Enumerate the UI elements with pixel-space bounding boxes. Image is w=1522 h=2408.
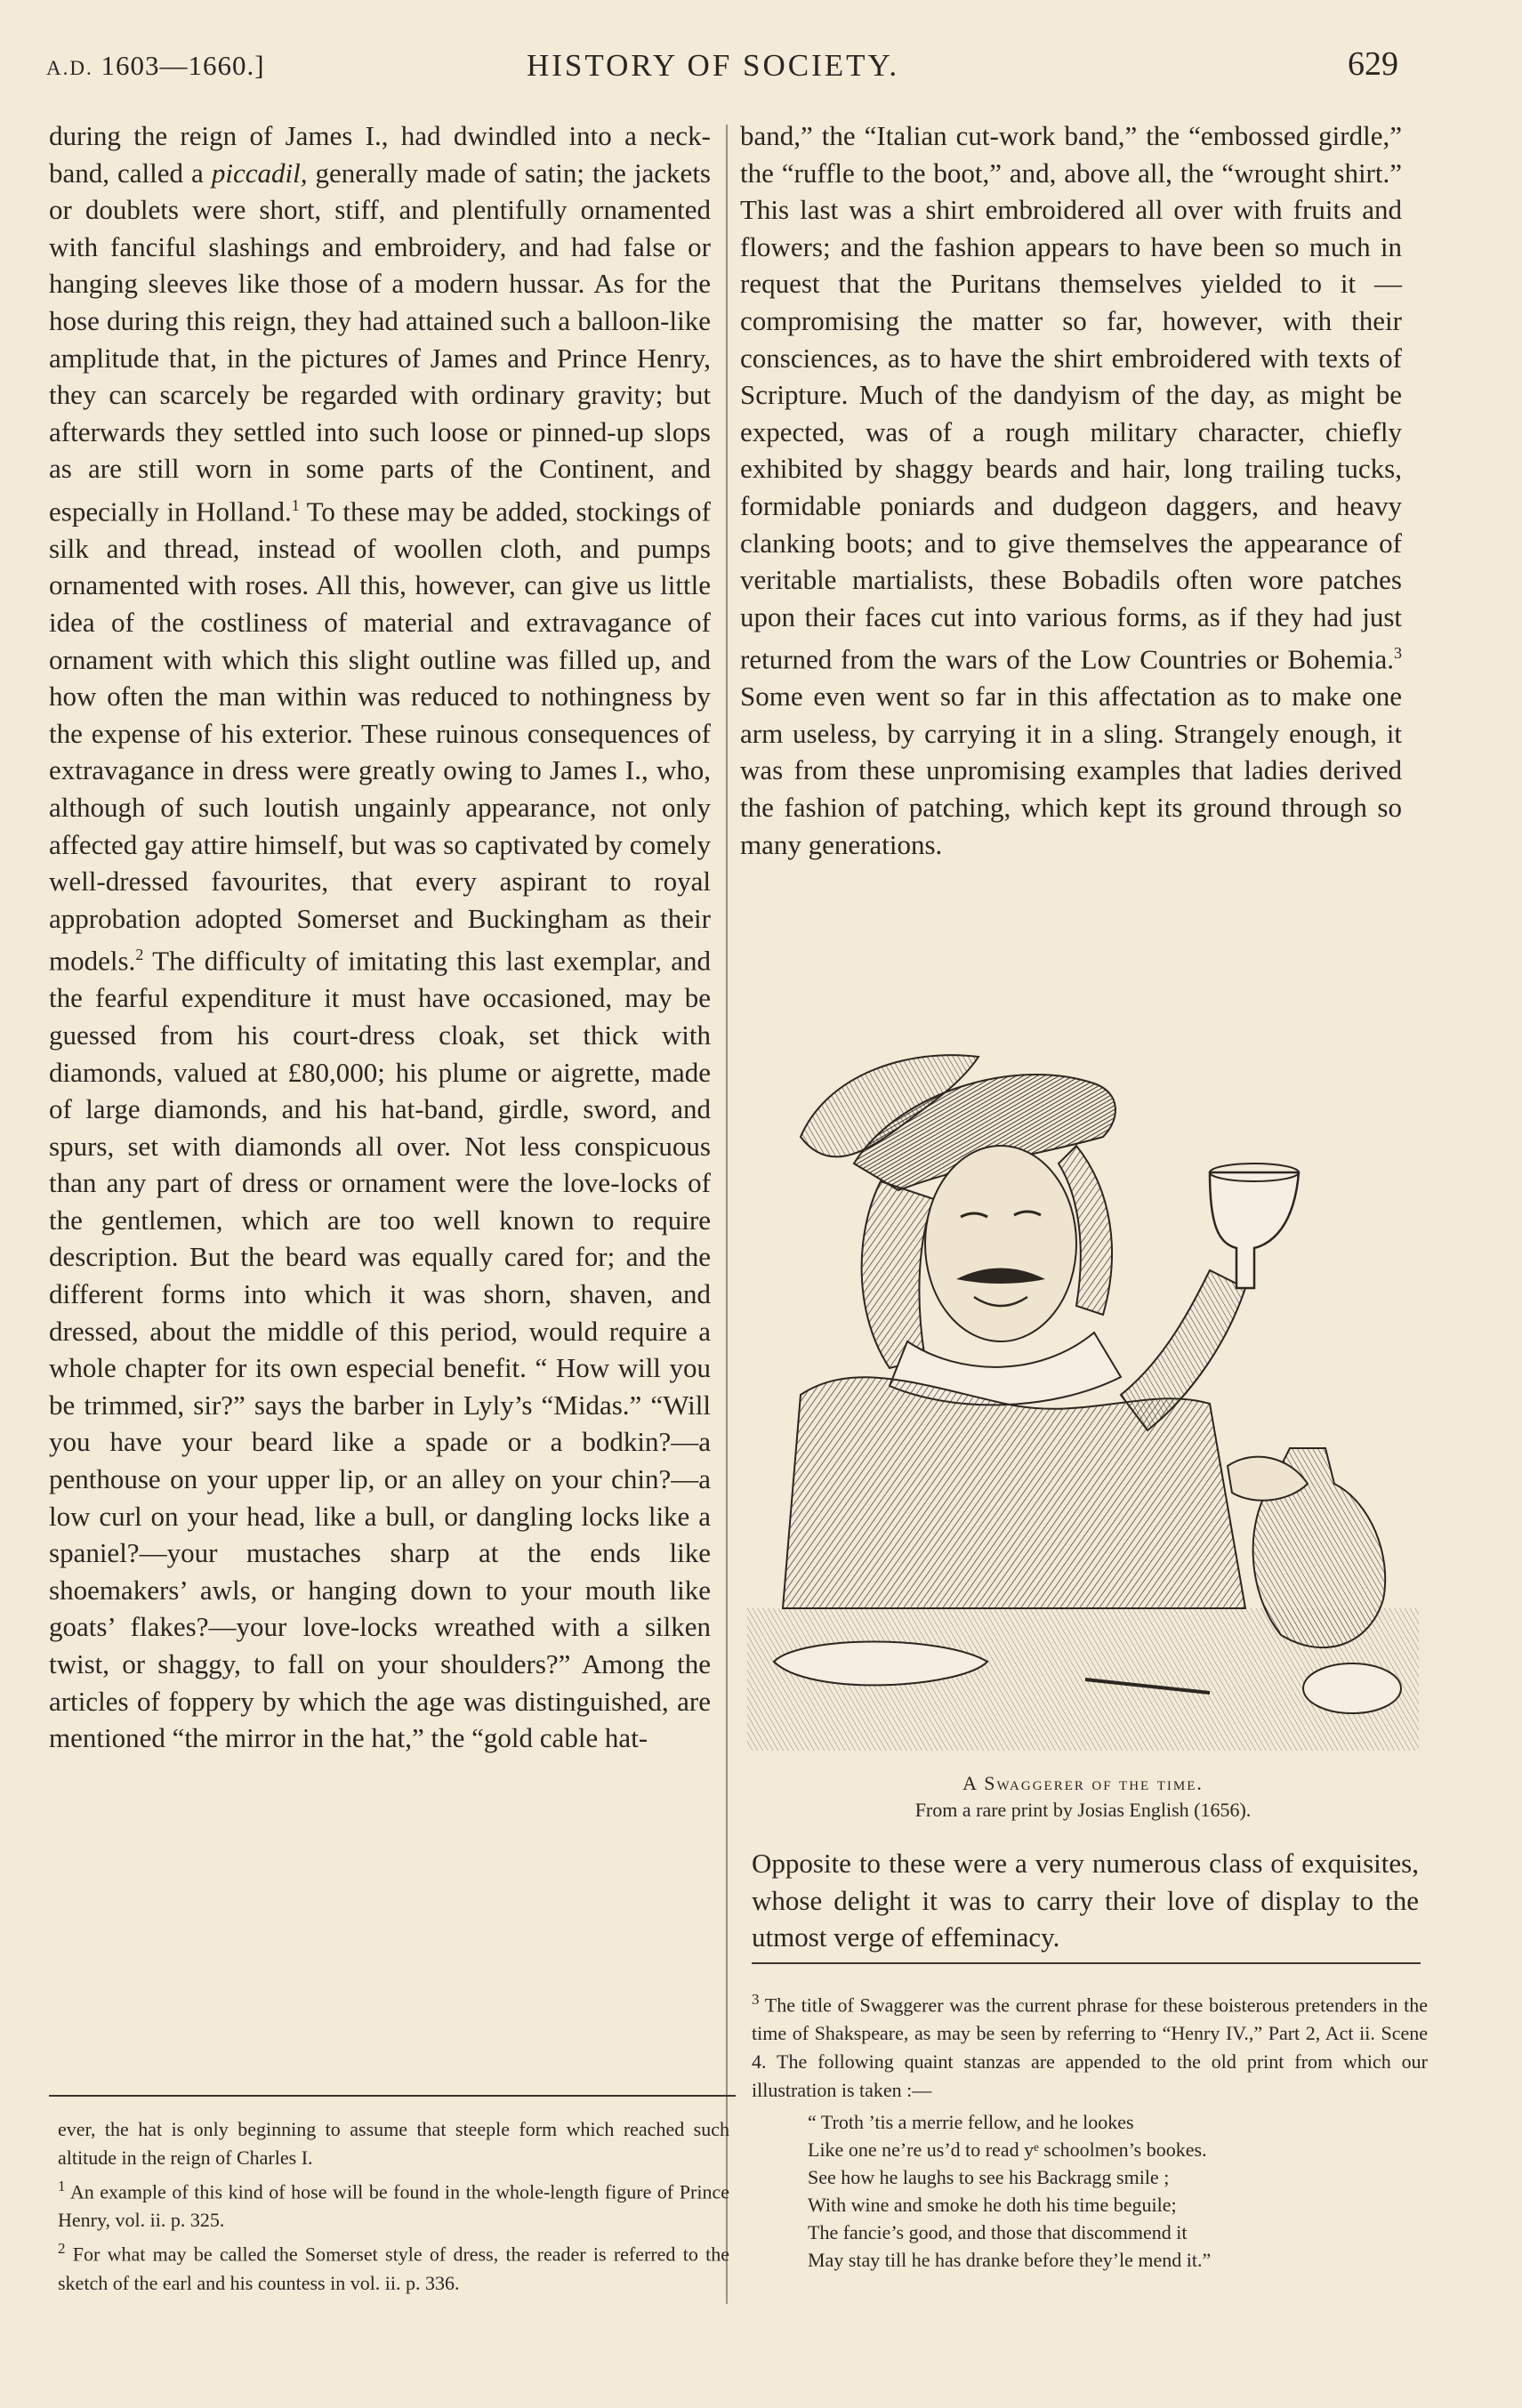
italic-term: piccadil, [211, 157, 308, 189]
footnote-ref-2: 2 [135, 946, 144, 964]
footnote-3-number: 3 [752, 1991, 760, 2008]
caption-title: A Swaggerer of the time. [962, 1772, 1204, 1794]
poem-line: See how he laughs to see his Backragg smile ; [808, 2166, 1170, 2189]
left-column [49, 117, 711, 1757]
footnote-continuation: ever, the hat is only beginning to assume that steeple form which reached such altitude in the reign of Charles I. [58, 2118, 729, 2169]
running-title: HISTORY OF SOCIETY. [527, 48, 900, 83]
running-header [46, 44, 1398, 89]
footnote-3 [752, 1985, 1428, 2105]
poem-line: With wine and smoke he doth his time beguile; [808, 2194, 1177, 2217]
era-years: 1603—1660.] [93, 50, 265, 81]
footnotes-left [58, 2115, 729, 2298]
figure-caption [747, 1770, 1419, 1824]
column-divider [726, 125, 728, 2304]
page-number: 629 [1348, 45, 1398, 83]
caption-source: From a rare print by Josias English (1656). [914, 1799, 1252, 1821]
face [925, 1146, 1076, 1341]
text-run: during the reign of James I., had dwindled into a neck-band, called a [49, 120, 711, 189]
footnote-3-text: The title of Swaggerer was the current phrase for these boisterous pretenders in the time of Shakspeare, as may be seen by referring to “Henry IV.,” Part 2, Act ii. Scene 4. The following quaint stanzas are appended to the old print from which our illustration is taken :— [752, 1993, 1428, 2102]
bowl [1303, 1663, 1401, 1713]
engraving [747, 1021, 1419, 1751]
text-run: band,” the “Italian cut-work band,” the “embossed girdle,” the “ruffle to the boot,” and, above all, the “wrought shirt.” This last was a shirt embroidered all over with fruits and flowers; and the fashion appears to have been so much in request that the Puritans themselves yielded to it —compromising the matter so far, however, with their consciences, as to have the shirt embroidered with texts of Scripture. Much of the dandyism of the day, as might be expected, was of a rough military character, chiefly exhibited by shaggy beards and hair, long trailing tucks, formidable poniards and dudgeon daggers, and heavy clanking boots; and to give themselves the appearance of veritable martialists, these Bobadils often wore patches upon their faces cut into various forms, as if they had just returned from the wars of the Low Countries or Bohemia. [740, 120, 1402, 675]
text-run: generally made of satin; the jackets or doublets were short, stiff, and plentifully ornamented with fanciful slashings and embroidery, and had false or hanging sleeves like those of a modern hussar. As for the hose during this reign, they had attained such a balloon-like amplitude that, in the pictures of James and Prince Henry, they can scarcely be regarded with ordinary gravity; but afterwards they settled into such loose or pinned-up slops as are still worn in some parts of the Continent, and especially in Holland. [49, 157, 711, 528]
footnote-1 [58, 2172, 729, 2235]
footnote-ref-1: 1 [291, 495, 300, 514]
footnote-ref-3: 3 [1394, 644, 1402, 663]
wine-glass [1210, 1172, 1299, 1288]
era-range [46, 50, 265, 82]
poem-stanza [808, 2108, 1428, 2274]
footnote-1-text: An example of this kind of hose will be found in the whole-length figure of Prince Henry, vol. ii. p. 325. [58, 2180, 729, 2232]
footnote-rule-left [49, 2095, 736, 2097]
footnote-1-number: 1 [58, 2178, 66, 2195]
footnote-2 [58, 2235, 729, 2297]
footnote-rule-right [752, 1962, 1421, 1964]
right-column-continued [752, 1845, 1419, 1956]
era-prefix: A.D. [46, 57, 93, 79]
poem-line: Like one ne’re us’d to read yᵉ schoolmen’s bookes. [808, 2138, 1207, 2162]
text-run: To these may be added, stockings of silk and thread, instead of woollen cloth, and pumps ornamented with roses. All this, however, can give us little idea of the costliness of material and extravagance of ornament with which this slight outline was filled up, and how often the man within was reduced to nothingness by the expense of his exterior. These ruinous consequences of extravagance in dress were greatly owing to James I., who, although of such loutish ungainly appearance, not only affected gay attire himself, but was so captivated by comely well-dressed favourites, that every aspirant to royal approbation adopted Somerset and Buckingham as their models. [49, 495, 711, 977]
poem-line: May stay till he has dranke before they’le mend it.” [808, 2249, 1212, 2272]
footnote-2-number: 2 [58, 2240, 66, 2258]
poem-line: “ Troth ’tis a merrie fellow, and he lookes [808, 2111, 1134, 2134]
left-paragraph [49, 117, 711, 1757]
right-column [740, 117, 1402, 863]
footnotes-right [752, 1985, 1428, 2274]
hair [862, 1181, 934, 1368]
right-paragraph-2: Opposite to these were a very numerous class of exquisites, whose delight it was to carry their love of display to the utmost verge of effeminacy. [752, 1848, 1419, 1953]
doublet [783, 1377, 1245, 1608]
text-run: Some even went so far in this affectation as to make one arm useless, by carrying it in a sling. Strangely enough, it was from these unpromising examples that ladies derived the fashion of patching, which kept its ground through so many generations. [740, 681, 1402, 860]
text-run: The difficulty of imitating this last exemplar, and the fearful expenditure it must have occasioned, may be guessed from his court-dress cloak, set thick with diamonds, valued at £80,000; his plume or aigrette, made of large diamonds, and his hat-band, girdle, sword, and spurs, set with diamonds all over. Not less conspicuous than any part of dress or ornament were the love-locks of the gentlemen, which are too well known to require description. But the beard was equally cared for; and the different forms into which it was shorn, shaven, and dressed, about the middle of this period, would require a whole chapter for its own especial benefit. “ How will you be trimmed, sir?” says the barber in Lyly’s “Midas.” “Will you have your beard like a spade or a bodkin?—a penthouse on your upper lip, or an alley on your chin?—a low curl on your head, like a bull, or dangling locks like a spaniel?—your mustaches sharp at the ends like shoemakers’ awls, or hanging down to your mouth like goats’ flakes?—your love-locks wreathed with a silken twist, or shaggy, to fall on your shoulders?” Among the articles of foppery by which the age was distinguished, are mentioned “the mirror in the hat,” the “gold cable hat- [49, 945, 711, 1754]
footnote-2-text: For what may be called the Somerset style of dress, the reader is referred to the sketch of the earl and his countess in vol. ii. p. 336. [58, 2243, 729, 2294]
poem-line: The fancie’s good, and those that discommend it [808, 2221, 1188, 2244]
illustration-swaggerer [747, 1021, 1419, 1751]
right-paragraph [740, 117, 1402, 863]
